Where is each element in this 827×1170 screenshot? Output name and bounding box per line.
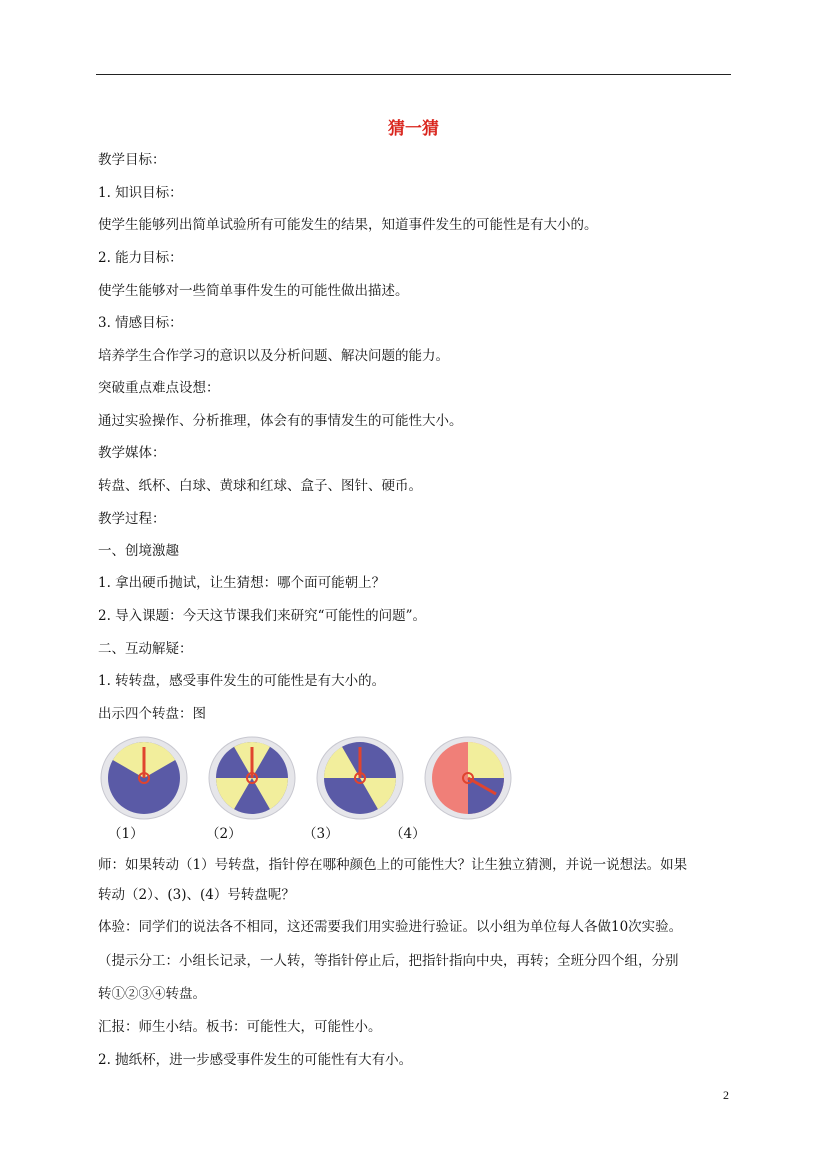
text-line: 使学生能够列出简单试验所有可能发生的结果，知道事件发生的可能性是有大小的。 [98, 217, 598, 233]
page-number: 2 [723, 1088, 729, 1102]
text-line: 教学目标： [98, 152, 166, 168]
text-line: 2. 能力目标： [98, 250, 183, 266]
text-line: 通过实验操作、分析推理，体会有的事情发生的可能性大小。 [98, 413, 463, 429]
caption-2: （2） [206, 826, 242, 842]
text-line: 体验：同学们的说法各不相同，这还需要我们用实验进行验证。以小组为单位每人各做10次实验。 [98, 919, 683, 935]
text-line: 二、互动解疑： [98, 641, 193, 657]
text-line: 1. 拿出硬币抛试，让生猜想：哪个面可能朝上？ [98, 575, 386, 591]
text-line: 转动（2）、(3)、(4）号转盘呢？ [98, 887, 295, 903]
caption-3: （3） [303, 826, 339, 842]
text-line: 3. 情感目标： [98, 315, 183, 331]
text-line: 教学过程： [98, 511, 166, 527]
spinner-captions [0, 822, 827, 842]
text-line: 1. 知识目标： [98, 185, 183, 201]
spinner-1 [100, 736, 188, 820]
text-line: （提示分工：小组长记录，一人转，等指针停止后，把指针指向中央，再转；全班分四个组，分别 [98, 953, 679, 969]
text-line: 培养学生合作学习的意识以及分析问题、解决问题的能力。 [98, 348, 449, 364]
spinner-2 [208, 736, 296, 820]
spinner-3 [316, 736, 404, 820]
text-line: 使学生能够对一些简单事件发生的可能性做出描述。 [98, 283, 409, 299]
text-line: 出示四个转盘：图 [98, 706, 206, 722]
text-line: 1. 转转盘，感受事件发生的可能性是有大小的。 [98, 673, 386, 689]
text-line: 汇报：师生小结。板书：可能性大，可能性小。 [98, 1019, 382, 1035]
page-title: 猜一猜 [388, 119, 439, 139]
header-rule [96, 74, 731, 75]
text-line: 2. 抛纸杯，进一步感受事件发生的可能性有大有小。 [98, 1052, 413, 1068]
caption-1: （1） [108, 826, 144, 842]
spinner-4 [424, 736, 512, 820]
text-line: 一、创境激趣 [98, 543, 179, 559]
text-line: 教学媒体： [98, 445, 166, 461]
spinner-figure [98, 736, 518, 820]
caption-4: （4） [390, 826, 426, 842]
text-line: 师：如果转动（1）号转盘，指针停在哪种颜色上的可能性大？让生独立猜测，并说一说想法。如果 [98, 857, 688, 873]
text-line: 转①②③④转盘。 [98, 986, 206, 1002]
text-line: 转盘、纸杯、白球、黄球和红球、盒子、图针、硬币。 [98, 478, 422, 494]
text-line: 2. 导入课题：今天这节课我们来研究“可能性的问题”。 [98, 608, 426, 624]
text-line: 突破重点难点设想： [98, 380, 220, 396]
